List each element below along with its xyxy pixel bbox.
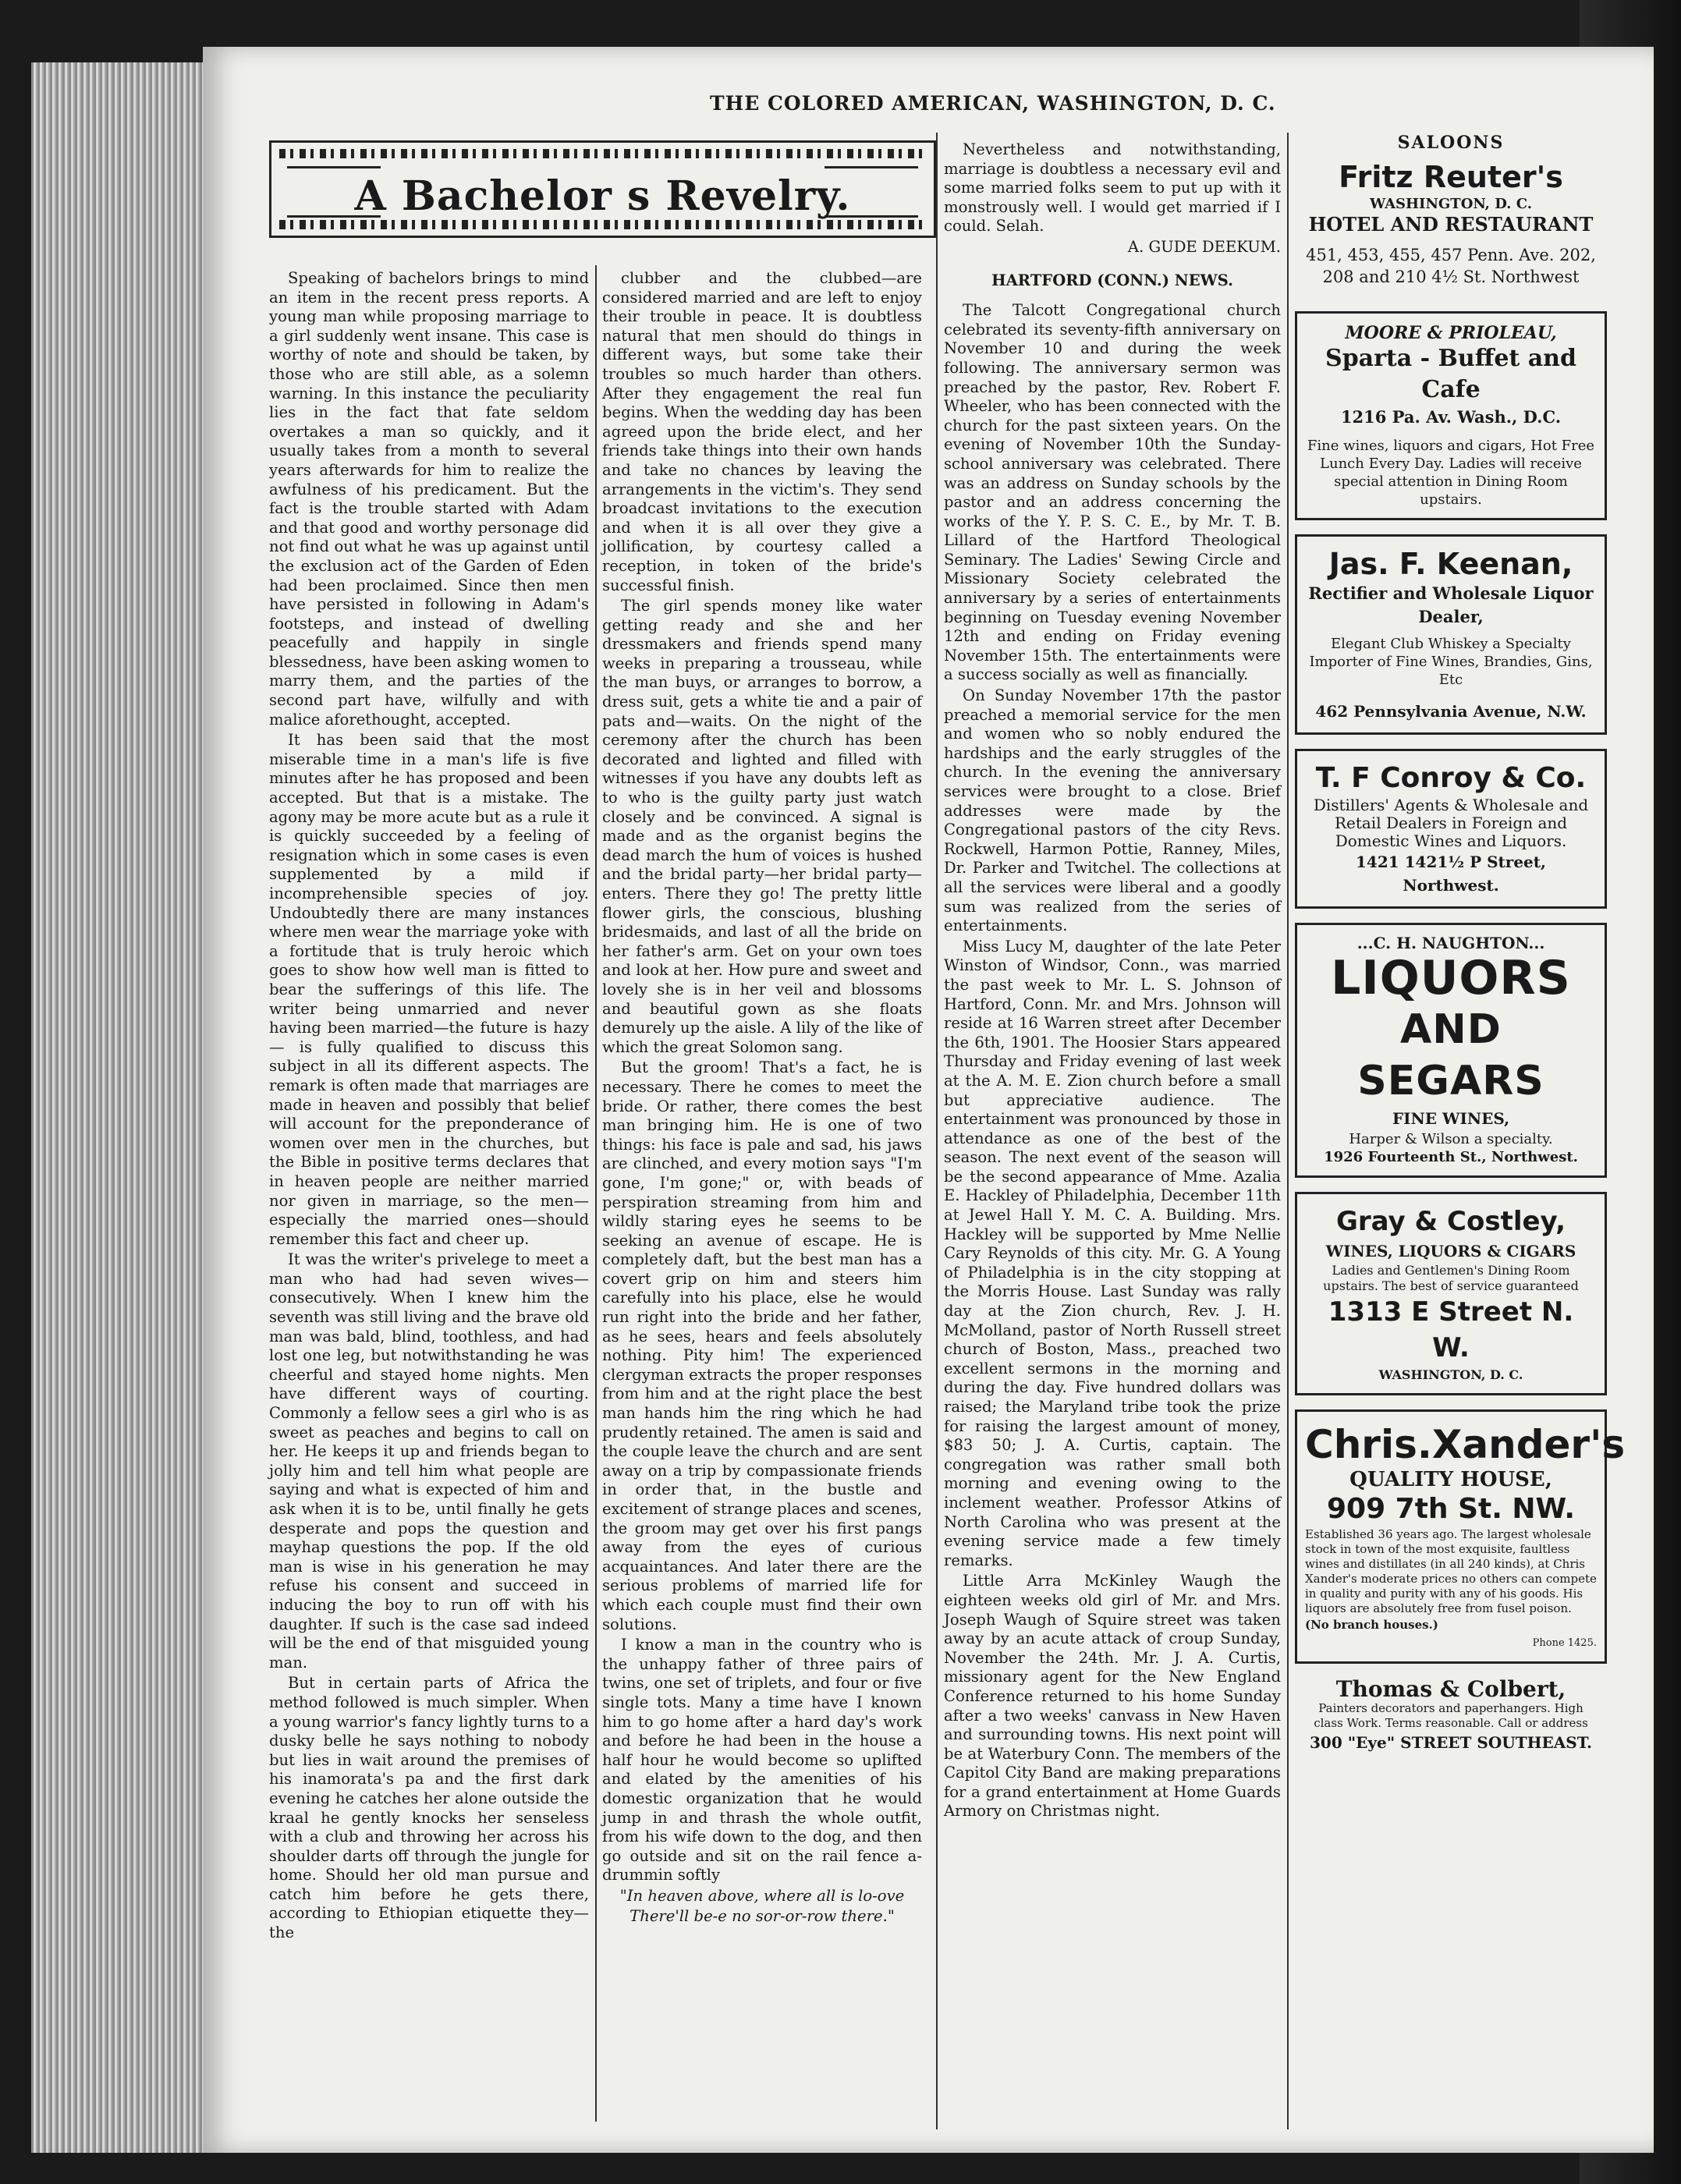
ad-naughton	[1295, 923, 1607, 1178]
article-paragraph: It has been said that the most miserable time in a man's life is five minutes after he has proposed and been accepted. But that is a mistake. The agony may be more acute but as a rule it is quickly succeeded by a feeling of resignation which in some cases is even supplemented by a mild if incomprehensible species of joy. Undoubtedly there are many instances where men wear the marriage yoke with a fortitude that is truly heroic which goes to show how well man is fitted to bear the sufferings of this life. The writer being unmarried and never having been married—the future is hazy— is fully qualified to discuss this subject in all its different aspects. The remark is often made that marriages are made in heaven and possibly that belief will account for the preponderance of women over men in the churches, but the Bible in positive terms declares that in heaven people are neither married nor given in marriage, so the men—especially the married ones—should remember this fact and cheer up.	[269, 731, 589, 1248]
ad-address: 909 7th St. NW.	[1326, 1493, 1576, 1525]
ad-note: (No branch houses.)	[1305, 1618, 1438, 1632]
article-column-2	[602, 269, 922, 2126]
ad-body: Distillers' Agents & Wholesale and Retail Dealers in Foreign and Domestic Wines and Liquors.	[1313, 796, 1589, 850]
verse-line: "In heaven above, where all is lo-ove	[619, 1886, 905, 1905]
article-paragraph: It was the writer's privelege to meet a man who had had seven wives—consecutively. When I knew him the seventh was still living and the brave old man was bald, blind, toothless, and had lost one leg, but notwithstanding he was cheerful and stayed home nights. Men have different ways of courting. Commonly a fellow sees a girl who is as sweet as peaches and begins to call on her. He keeps it up and friends began to jolly him and tell him what people are saying and what is expected of him and ask when it is to be, until finally he gets desperate and pops the question and mayhap questions the pop. If the old man is wise in his generation he may refuse his consent and succeed in inducing the boy to run off with his daughter. If such is the case sad indeed will be the end of that misguided young man.	[269, 1250, 589, 1672]
article-paragraph: I know a man in the country who is the unhappy father of three pairs of twins, one set of triplets, and four or five single tots. Many a time have I known him to go home after a hard day's work and before he had been in the house a half hour he would become so uplifted and elated by the amenities of his domestic organization that he would jump in and thrash the whole outfit, from his wife down to the dog, and then go outside and sit on the rail fence a-drummin softly	[602, 1636, 922, 1884]
title-ornament-bottom	[279, 220, 926, 229]
article-paragraph: The girl spends money like water getting ready and she and her dressmakers and friends spend many weeks in preparing a trousseau, while the man buys, or arranges to borrow, a dress suit, gets a white tie and a pair of pats and—waits. On the night of the ceremony after the church has been decorated and lighted and filled with witnesses if you have any doubts left as to who is the guilty party just watch closely and be convinced. A signal is made and as the organist begins the dead march the hum of voices is hushed and the bridal party—her bridal party—enters. There they go! The pretty little flower girls, the conscious, blushing bridesmaids, and last of all the bride on her father's arm. Get on your own toes and look at her. How pure and sweet and lovely she is in her veil and blossoms and beautiful gown as she floats demurely up the aisle. A lily of the like of which the great Solomon sang.	[602, 597, 922, 1056]
article-signature: A. GUDE DEEKUM.	[1127, 237, 1281, 256]
ads-section-heading: SALOONS	[1397, 133, 1505, 153]
ad-kind: HOTEL AND RESTAURANT	[1308, 213, 1594, 236]
news-paragraph: Miss Lucy M, daughter of the late Peter Winston of Windsor, Conn., was married the past week to Mr. L. S. Johnson of Hartford, Conn. Mr. and Mrs. Johnson will reside at 16 Warren street after December the 6th, 1901. The Hoosier Stars appeared Thursday and Friday evening of last week at the A. M. E. Zion church before a small but appreciative audience. The entertainment was pronounced by those in attendance as one of the best of the season. The next event of the season will be the second appearance of Mme. Azalia E. Hackley of Philadelphia, December 11th at Jewel Hall Y. M. C. A. Building. Mrs. Hackley will be supported by Mme Nellie Cary Reynolds of this city. Mr. G. A Young of Philadelphia is in the city stopping at the Morris House. Last Sunday was rally day at the Zion church, Rev. J. H. McMolland, pastor of North Russell street church of Boston, Mass., preached two excellent sermons in the morning and during the day. Five hundred dollars was raised; the Maryland tribe took the prize for raising the largest amount of money, $83 50; J. A. Curtis, captain. The congregation was rather small both morning and evening owing to the inclement weather. Professor Atkins of North Carolina who was present at the evening service made a few timely remarks.	[944, 937, 1281, 1569]
ad-fine: FINE WINES,	[1392, 1109, 1510, 1128]
ad-address: 1421 1421½ P Street, Northwest.	[1356, 853, 1546, 895]
ad-gray-costley	[1295, 1192, 1607, 1395]
ad-address: 451, 453, 455, 457 Penn. Ave. 202, 208 and 210 4½ St. Northwest	[1306, 246, 1596, 286]
ad-name: Thomas & Colbert,	[1335, 1676, 1566, 1702]
article-column-1	[269, 269, 589, 2118]
ad-kind: Rectifier and Wholesale Liquor Dealer,	[1308, 583, 1594, 626]
ad-address: 300 "Eye" STREET SOUTHEAST.	[1310, 1733, 1592, 1752]
ad-name: Jas. F. Keenan,	[1328, 547, 1573, 581]
column-rule	[1287, 133, 1289, 2129]
ad-name: Chris.Xander's	[1305, 1422, 1626, 1467]
ad-city: WASHINGTON, D. C.	[1370, 196, 1532, 212]
article-paragraph: But in certain parts of Africa the method followed is much simpler. When a young warrior's fancy lightly turns to a dusky belle he says nothing to nobody but lies in wait around the premises of his inamorata's pa and the first dark evening he catches her alone outside the kraal he gently knocks her senseless with a club and throwing her across his shoulder darts off through the jungle for home. Should her old man pursue and catch him before he gets there, according to Ethiopian etiquette they—the	[269, 1674, 589, 1942]
ad-body: Established 36 years ago. The largest wholesale stock in town of the most exquisite, faultless wines and distillates (in all 240 kinds), at Chris Xander's moderate prices no others can compete in quality and purity with any of his goods. His liquors are absolutely free from fusel poison.	[1305, 1527, 1597, 1615]
advertisements-column	[1295, 133, 1626, 2129]
ad-body: Elegant Club Whiskey a Specialty Importer of Fine Wines, Brandies, Gins, Etc	[1309, 636, 1593, 688]
article-paragraph: clubber and the clubbed—are considered married and are left to enjoy their trouble in peace. It is doubtless natural that men should do things in different ways, but some take their troubles so much harder than others. After they engagement the real fun begins. When the wedding day has been agreed upon the bride elect, and her friends take things into their own hands and take no chances by leaving the arrangements in the victim's. They send broadcast invitations to the execution and when it is all over they give a jollification, by courtesy called a reception, in token of the bride's successful finish.	[602, 269, 922, 594]
ad-body: Harper & Wilson a specialty.	[1349, 1131, 1553, 1147]
ad-kind: WINES, LIQUORS & CIGARS	[1325, 1242, 1576, 1260]
news-paragraph: The Talcott Congregational church celebrated its seventy-fifth anniversary on November 10 and during the week following. The anniversary sermon was preached by the pastor, Rev. Robert F. Wheeler, who has been connected with the church for the past sixteen years. On the evening of November 10th the Sunday-school anniversary was celebrated. There was an address on Sunday schools by the pastor and an address concerning the works of the Y. P. S. C. E., by Mr. T. B. Lillard of the Hartford Theological Seminary. The Ladies' Sewing Circle and Missionary Society celebrated the anniversary by a series of entertainments beginning on Tuesday evening November 12th and ending on Friday evening November 15th. The entertainments were a success socially as well as financially.	[944, 301, 1281, 684]
ad-thomas-colbert	[1295, 1678, 1607, 1764]
article-paragraph: But the groom! That's a fact, he is necessary. There he comes to meet the bride. Or rather, there comes the best man bringing him. He is one of two things: his face is pale and sad, his jaws are clinched, and every motion says "I'm gone, I'm gone;" or, with beads of perspiration streaming from him and wildly staring eyes he seems to be seeking an avenue of escape. He is completely daft, but the best man has a covert grip on him and steers him carefully into his place, else he would run right into the bride and her father, as he sees, hears and feels absolutely nothing. Pity him! The experienced clergyman extracts the proper responses from him and at the right place the best man hands him the ring which he had prudently retained. The amen is said and the couple leave the church and are sent away on a trip by compassionate friends in order that, in the bustle and excitement of strange places and scenes, the groom may get over his first pangs away from the eyes of curious acquaintances. And later there are the serious problems of married life for which each couple must find their own solutions.	[602, 1058, 922, 1633]
ad-name: ...C. H. NAUGHTON...	[1357, 934, 1545, 952]
ad-phone: Phone 1425.	[1532, 1637, 1597, 1649]
ad-chris-xander	[1295, 1409, 1626, 1664]
page-masthead: THE COLORED AMERICAN, WASHINGTON, D. C.	[710, 92, 1276, 115]
column-rule	[595, 265, 597, 2122]
ad-body: Painters decorators and paperhangers. High class Work. Terms reasonable. Call or address	[1314, 1701, 1588, 1730]
ad-address: 1313 E Street N. W.	[1328, 1296, 1574, 1363]
ad-line: LIQUORS	[1331, 951, 1571, 1005]
ad-moore-prioleau	[1295, 311, 1607, 520]
ad-title: Sparta - Buffet and Cafe	[1325, 345, 1576, 403]
article-title-box	[269, 140, 936, 238]
verse-line: There'll be-e no sor-or-row there."	[629, 1907, 895, 1926]
title-ornament-top	[279, 149, 926, 158]
ad-body: Fine wines, liquors and cigars, Hot Free Lunch Every Day. Ladies will receive special attention in Dining Room upstairs.	[1307, 438, 1595, 508]
ad-line: AND SEGARS	[1357, 1006, 1544, 1104]
ad-name: MOORE & PRIOLEAU,	[1345, 323, 1557, 343]
news-paragraph: On Sunday November 17th the pastor preached a memorial service for the men and women who so nobly endured the hardships and the early struggles of the church. In the evening the anniversary services were brought to a close. Brief addresses were made by the Congregational pastors of the city Revs. Rockwell, Harmon Pottie, Ranney, Miles, Dr. Parker and Twitchel. The collections at all the services were liberal and a goodly sum was realized from the series of entertainments.	[944, 686, 1281, 935]
column-rule	[936, 133, 938, 2129]
news-heading: HARTFORD (CONN.) NEWS.	[991, 271, 1233, 289]
ad-address: 1926 Fourteenth St., Northwest.	[1324, 1149, 1578, 1165]
ad-body: Ladies and Gentlemen's Dining Room upstairs. The best of service guaranteed	[1323, 1263, 1579, 1293]
news-paragraph: Little Arra McKinley Waugh the eighteen weeks old girl of Mr. and Mrs. Joseph Waugh of Squire street was taken away by an acute attack of croup Sunday, November the 24th. Mr. J. A. Curtis, missionary agent for the New England Conference returned to his home Sunday after a two weeks' canvass in New Haven and surrounding towns. His next point will be at Waterbury Conn. The members of the Capitol City Band are making preparations for a grand entertainment at Home Guards Armory on Christmas night.	[944, 1572, 1281, 1821]
article-paragraph: Speaking of bachelors brings to mind an item in the recent press reports. A young man while proposing marriage to a girl suddenly went insane. This case is worthy of note and should be taken, by those who are still able, as a solemn warning. In this instance the peculiarity lies in the fact that fate seldom overtakes a man so quickly, and it usually takes from a month to several years afterwards for him to realize the awfulness of his predicament. But the fact is the trouble started with Adam and that good and worthy personage did not find out what he was up against until the exclusion act of the Garden of Eden had been proclaimed. Since then men have persisted in following in Adam's footsteps, and instead of dwelling peacefully and happily in single blessedness, have been asking women to marry them, and the parties of the second part have, wilfully and with malice aforethought, accepted.	[269, 269, 589, 729]
ad-name: Fritz Reuter's	[1339, 160, 1563, 194]
ad-address: 1216 Pa. Av. Wash., D.C.	[1340, 407, 1562, 427]
article-paragraph: Nevertheless and notwithstanding, marriage is doubtless a necessary evil and some married folks seem to put up with it monstrously well. I would get married if I could. Selah.	[944, 140, 1281, 236]
ad-jas-keenan	[1295, 534, 1607, 735]
ad-address: 462 Pennsylvania Avenue, N.W.	[1315, 702, 1587, 721]
ad-name: Gray & Costley,	[1335, 1206, 1566, 1237]
article-title: A Bachelor s Revelry.	[354, 172, 851, 220]
ad-conroy	[1295, 749, 1607, 909]
ad-fritz-reuter	[1295, 159, 1607, 297]
ad-name: T. F Conroy & Co.	[1315, 762, 1587, 794]
news-column	[944, 140, 1281, 2122]
ad-kind: QUALITY HOUSE,	[1349, 1468, 1552, 1491]
ad-city: WASHINGTON, D. C.	[1378, 1367, 1523, 1382]
